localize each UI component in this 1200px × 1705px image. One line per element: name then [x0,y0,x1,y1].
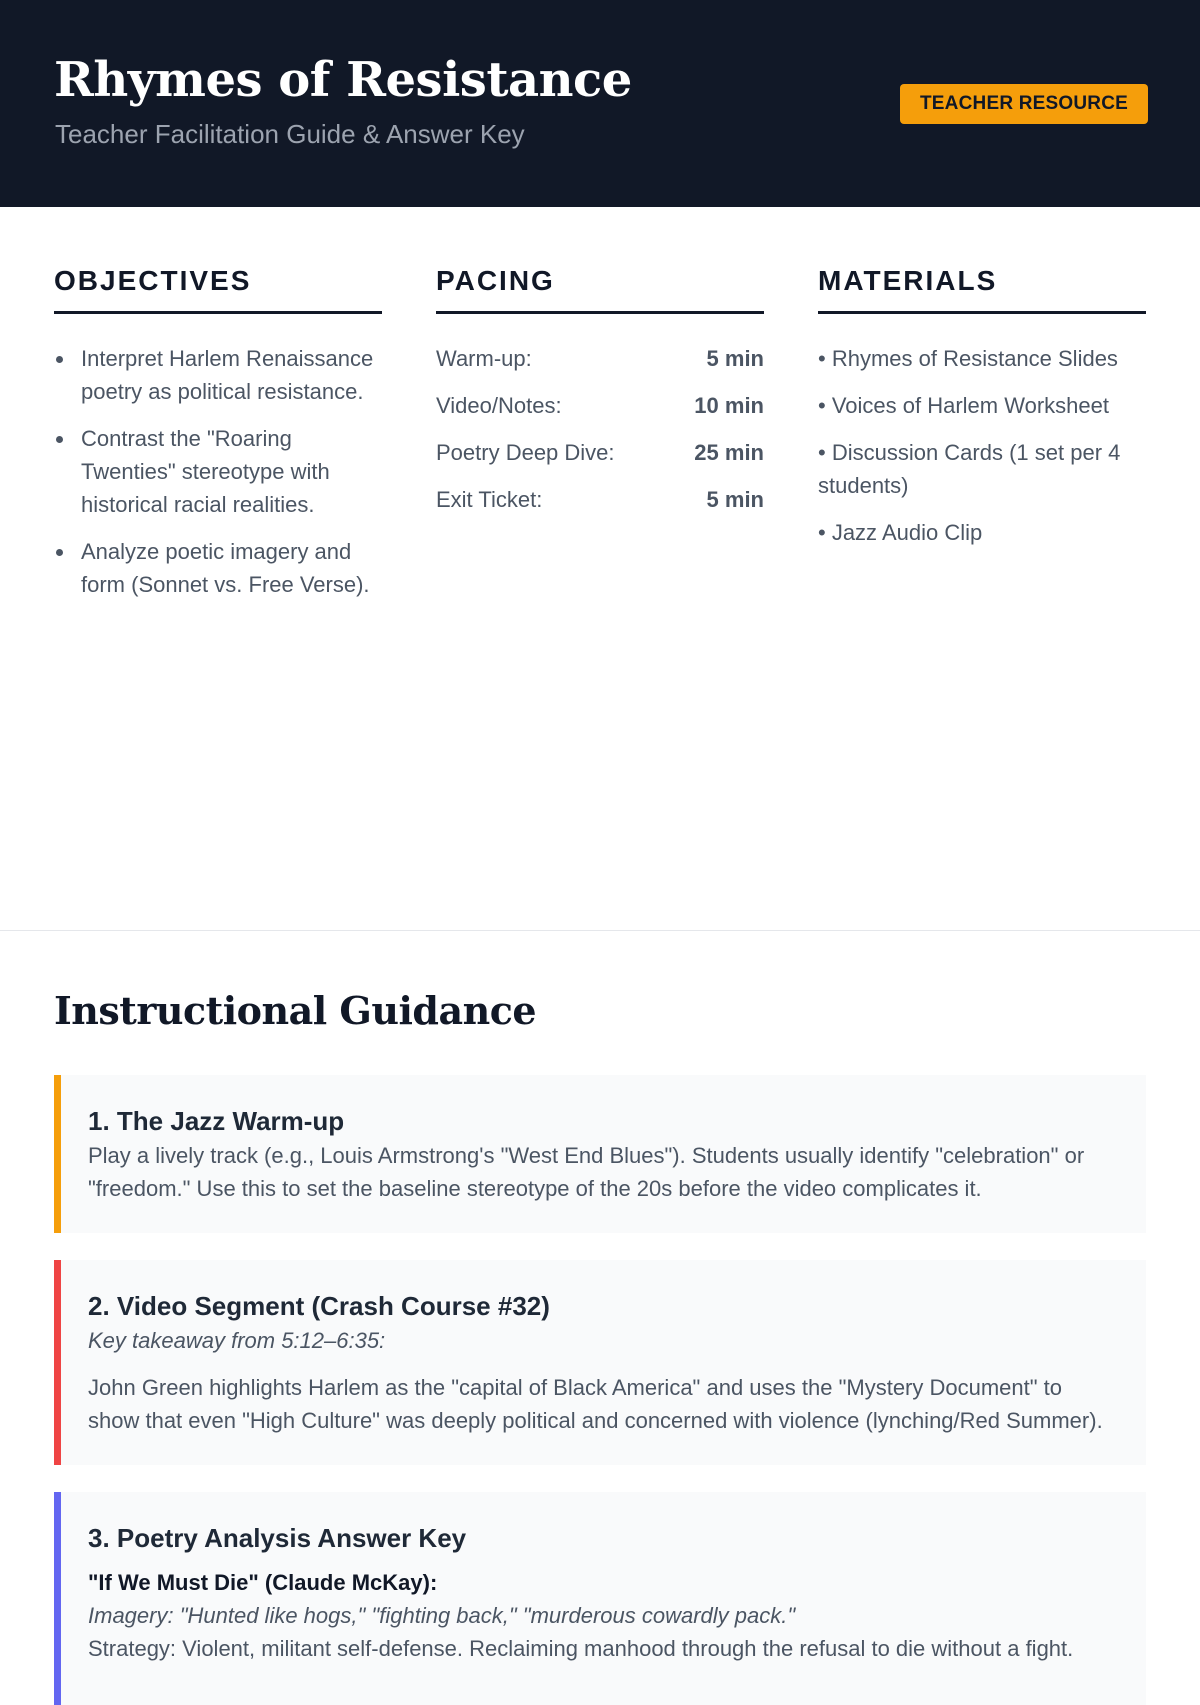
pacing-label: Poetry Deep Dive: [436,440,615,465]
objectives-column [54,265,382,930]
pacing-duration: 5 min [706,346,764,371]
card-body: Play a lively track (e.g., Louis Armstrong's "West End Blues"). Students usually identify "celebration" or "freedom." Use this to set the baseline stereotype of the 20s before the video complicates it. [88,1143,1085,1201]
material-item: • Voices of Harlem Worksheet [818,393,1109,418]
guidance-heading: Instructional Guidance [54,988,537,1033]
pacing-duration: 25 min [694,440,764,465]
guidance-card-video [54,1260,1146,1465]
card-note: Key takeaway from 5:12–6:35: [88,1328,386,1353]
card-title: 1. The Jazz Warm-up [88,1106,345,1136]
objectives-list [54,342,382,601]
guidance-card-warmup [54,1075,1146,1233]
instructional-guidance [0,988,1200,1705]
page-title: Rhymes of Resistance [54,52,632,108]
card-title: 2. Video Segment (Crash Course #32) [88,1291,550,1321]
pacing-heading: PACING [436,265,764,314]
materials-list [818,342,1146,549]
materials-heading: MATERIALS [818,265,1146,314]
pacing-label: Video/Notes: [436,393,562,418]
pacing-row [436,389,764,422]
objectives-heading: OBJECTIVES [54,265,382,314]
pacing-row [436,483,764,516]
pacing-duration: 5 min [706,487,764,512]
page-subtitle: Teacher Facilitation Guide & Answer Key [55,119,525,149]
poem-strategy: Strategy: Violent, militant self-defense. Reclaiming manhood through the refusal to die without a fight. [88,1636,1074,1661]
materials-column [818,265,1146,930]
card-title: 3. Poetry Analysis Answer Key [88,1523,467,1553]
objective-item: Interpret Harlem Renaissance poetry as political resistance. [54,342,382,408]
poem-title: "If We Must Die" (Claude McKay): [88,1570,438,1595]
objective-item: Analyze poetic imagery and form (Sonnet vs. Free Verse). [54,535,382,601]
page-header [0,0,1200,207]
pacing-row [436,436,764,469]
poem-imagery: Imagery: "Hunted like hogs," "fighting back," "murderous cowardly pack." [88,1603,796,1628]
pacing-column [436,265,764,930]
material-item: • Jazz Audio Clip [818,520,983,545]
lesson-overview [0,207,1200,931]
pacing-duration: 10 min [694,393,764,418]
pacing-label: Exit Ticket: [436,487,543,512]
material-item: • Discussion Cards (1 set per 4 students) [818,440,1121,498]
objective-item: Contrast the "Roaring Twenties" stereotype with historical racial realities. [54,422,382,521]
pacing-row [436,342,764,375]
material-item: • Rhymes of Resistance Slides [818,346,1118,371]
guidance-card-poetry [54,1492,1146,1705]
teacher-resource-badge: TEACHER RESOURCE [900,84,1148,124]
card-body: John Green highlights Harlem as the "capital of Black America" and uses the "Mystery Document" to show that even "High Culture" was deeply political and concerned with violence (lynching/Red Summer). [88,1375,1103,1433]
pacing-label: Warm-up: [436,346,532,371]
